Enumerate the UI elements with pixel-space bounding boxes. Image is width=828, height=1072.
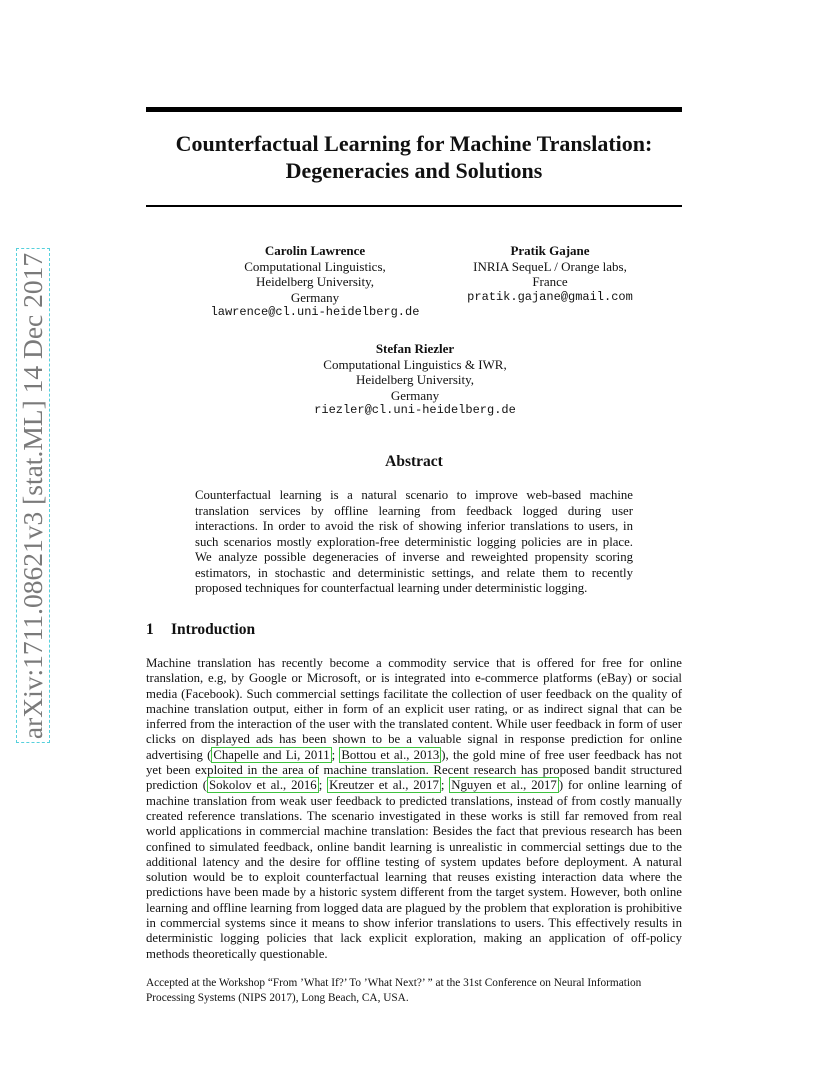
citation-link[interactable]: Bottou et al., 2013 bbox=[341, 747, 440, 762]
author-name: Pratik Gajane bbox=[510, 243, 590, 258]
author-affiliation-line: INRIA SequeL / Orange labs, bbox=[473, 258, 627, 274]
intro-text: ; bbox=[318, 778, 328, 793]
intro-text: ) for online learning of machine translation from weak user feedback to predicted translations, instead of from costly manually created reference translations. The scenario investigated in these works is still far removed from real world applications in commercial machine translation: Besides the fact that previous research has been confined to simulated feedback, online bandit learning is unrealistic in commercial settings due to the additional latency and the desire for offline testing of system updates before deployment. A natural solution would be to exploit counterfactual learning that reuses existing interaction data where the predictions have been made by a historic system different from the target system. However, both online learning and offline learning from logged data are plagued by the problem that exploration is prohibitive in commercial systems since it means to show inferior translations to users. This effectively results in deterministic logging policies that lack explicit exploration, making an application of off-policy methods theoretically questionable. bbox=[146, 778, 682, 961]
section-heading bbox=[146, 621, 255, 639]
author-affiliation-line: Germany bbox=[390, 387, 440, 403]
author-affiliation-line: Computational Linguistics, bbox=[244, 258, 386, 274]
author-email: lawrence@cl.uni-heidelberg.de bbox=[210, 305, 420, 319]
intro-text: Machine translation has recently become a commodity service that is offered for free for online translation, e.g, by Google or Microsoft, or is integrated into e-commerce platforms (eBay) or social media (Facebook). Such commercial settings facilitate the collection of user feedback on the quality of machine translation output, either in form of an explicit user rating, or as indirect signal that can be inferred from the interaction of the user with the translated content. While user feedback in form of user clicks on displayed ads has been shown to be a valuable signal in response prediction for online advertising ( bbox=[146, 656, 682, 762]
title-line-1: Counterfactual Learning for Machine Translation: bbox=[175, 131, 653, 156]
author-email: riezler@cl.uni-heidelberg.de bbox=[314, 403, 516, 417]
section-number: 1 bbox=[146, 621, 154, 638]
author-block-lawrence bbox=[190, 243, 440, 321]
intro-text: ), the gold mine of free user feedback has not yet been exploited in the area of machine translation. Recent research has proposed bandit structured prediction ( bbox=[146, 747, 682, 793]
title-top-rule bbox=[146, 107, 682, 112]
arxiv-identifier[interactable]: arXiv:1711.08621v3 [stat.ML] 14 Dec 2017 bbox=[17, 252, 48, 740]
title-bottom-rule bbox=[146, 205, 682, 207]
introduction-paragraph bbox=[146, 656, 682, 962]
author-affiliation-line: Germany bbox=[290, 289, 340, 305]
author-email: pratik.gajane@gmail.com bbox=[467, 289, 633, 304]
author-affiliation-line: Heidelberg University, bbox=[355, 372, 475, 387]
citation-link[interactable]: Chapelle and Li, 2011 bbox=[213, 747, 330, 762]
citation-link[interactable]: Nguyen et al., 2017 bbox=[451, 778, 557, 793]
section-title: Introduction bbox=[171, 621, 256, 638]
author-affiliation-line: Heidelberg University, bbox=[255, 274, 375, 289]
author-name: Carolin Lawrence bbox=[264, 243, 366, 258]
title-line-2: Degeneracies and Solutions bbox=[285, 158, 543, 183]
paper-title bbox=[146, 130, 682, 184]
intro-text: ; bbox=[331, 747, 340, 762]
citation-link[interactable]: Kreutzer et al., 2017 bbox=[329, 778, 439, 793]
abstract-heading: Abstract bbox=[385, 453, 443, 470]
footnote: Accepted at the Workshop “From ’What If?’ To ’What Next?’ ” at the 31st Conference on Neural Information Processing Systems (NIPS 2017), Long Beach, CA, USA. bbox=[146, 977, 642, 1004]
author-name: Stefan Riezler bbox=[375, 341, 455, 356]
author-affiliation-line: Computational Linguistics & IWR, bbox=[323, 356, 507, 372]
author-block-gajane bbox=[440, 243, 660, 305]
intro-text: ; bbox=[440, 778, 450, 793]
author-affiliation-line: France bbox=[532, 274, 568, 289]
abstract-text: Counterfactual learning is a natural scenario to improve web-based machine translation services by offline learning from feedback logged during user interactions. In order to avoid the risk of showing inferior translations to users, in such scenarios mostly exploration-free deterministic logging policies are in place. We analyze possible degeneracies of inverse and reweighted propensity scoring estimators, in stochastic and deterministic settings, and relate them to recently proposed techniques for counterfactual learning under deterministic logging. bbox=[195, 488, 633, 595]
author-block-riezler bbox=[290, 341, 540, 419]
citation-link[interactable]: Sokolov et al., 2016 bbox=[209, 778, 317, 793]
